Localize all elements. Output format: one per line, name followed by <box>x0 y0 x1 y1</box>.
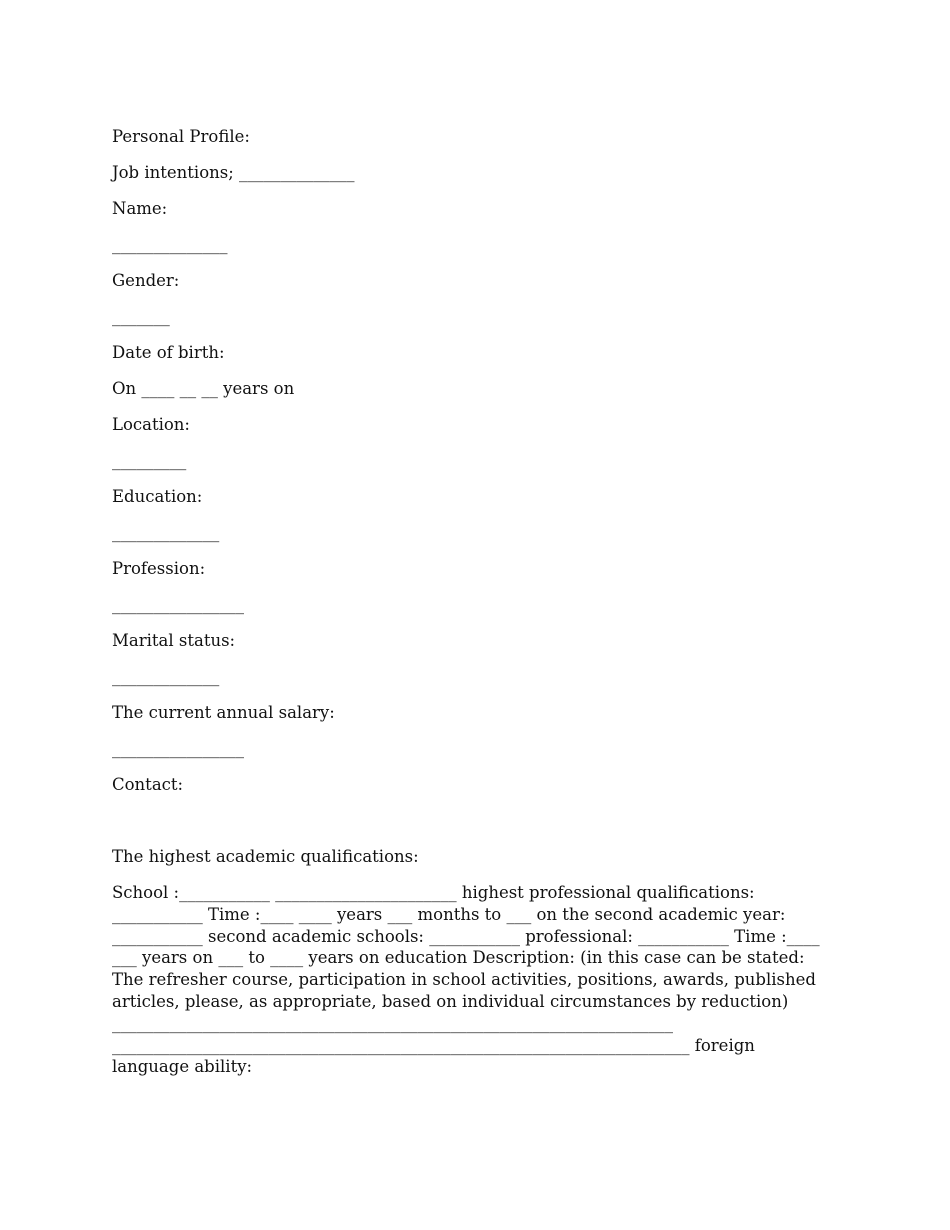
contact-spacer <box>112 810 832 846</box>
gender-label: Gender: <box>112 271 180 290</box>
marital-status-label: Marital status: <box>112 631 236 650</box>
salary-blank[interactable]: ________________ <box>112 739 244 758</box>
date-of-birth-label: Date of birth: <box>112 343 225 362</box>
education-blank[interactable]: _____________ <box>112 523 220 542</box>
document-page <box>112 126 832 1078</box>
salary-label: The current annual salary: <box>112 703 335 722</box>
name-label: Name: <box>112 199 168 218</box>
profession-label: Profession: <box>112 559 206 578</box>
location-label: Location: <box>112 415 190 434</box>
profile-title: Personal Profile: <box>112 127 250 146</box>
gender-blank[interactable]: _______ <box>112 307 170 326</box>
education-label: Education: <box>112 487 203 506</box>
qualifications-paragraph[interactable]: School :___________ ______________________ highest professional qualifications: ___________ Time :____ ____ years ___ months to ___ on the second academic year: ___________ second academic schools: ___________ professional: ___________ Time :____ ___ years on ___ to ____ years on education Description: (in this case can be stated: The refresher course, participation in school activities, positions, awards, published articles, please, as appropriate, based on individual circumstances by reduction) ____________________________________________________________________ ______________________________________________________________________ foreign language ability: <box>112 883 820 1077</box>
name-blank[interactable]: ______________ <box>112 235 228 254</box>
location-blank[interactable]: _________ <box>112 451 187 470</box>
date-of-birth-field[interactable]: On ____ __ __ years on <box>112 379 295 398</box>
job-intentions-field[interactable]: Job intentions; ______________ <box>112 163 355 182</box>
marital-status-blank[interactable]: _____________ <box>112 667 220 686</box>
profession-blank[interactable]: ________________ <box>112 595 244 614</box>
qualifications-label: The highest academic qualifications: <box>112 847 419 866</box>
contact-label: Contact: <box>112 775 184 794</box>
